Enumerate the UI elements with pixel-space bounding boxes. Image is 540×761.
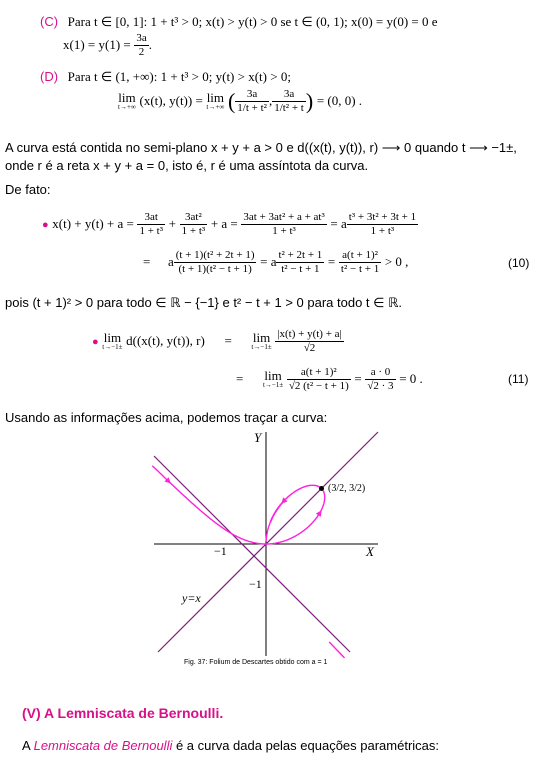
item-c-line2-prefix: x(1) = y(1) = xyxy=(63,36,131,52)
eq10-f7 xyxy=(339,249,381,276)
eq11-f2 xyxy=(287,366,351,393)
intro-suffix: é a curva dada pelas equações paramétricas: xyxy=(175,738,440,753)
eq10-number: (10) xyxy=(508,256,530,270)
lim-operator-2 xyxy=(206,92,224,111)
point-marker xyxy=(319,486,324,491)
asymptote-line xyxy=(154,456,350,652)
x-axis-label: X xyxy=(366,544,374,559)
eq11-f3d: √2 · 3 xyxy=(367,380,394,392)
eq11-f3 xyxy=(365,366,395,393)
lim-sub-2: t→+∞ xyxy=(206,103,225,111)
row2-eq: = xyxy=(143,253,151,269)
frac-num: 3a xyxy=(136,32,147,44)
eq10-f2 xyxy=(180,211,208,238)
eq11-lim-text: lim xyxy=(103,330,122,345)
eq11-lhs: d((x(t), y(t)), r) xyxy=(126,332,205,348)
eq11-row1 xyxy=(92,328,344,355)
eq11-lim-sub-3: t→−1± xyxy=(262,381,284,389)
intro-term[interactable]: Lemniscata de Bernoulli xyxy=(33,738,173,753)
eq11-lim-text-2: lim xyxy=(252,330,271,345)
eq11-f1n: |x(t) + y(t) + a| xyxy=(277,328,342,340)
lim-text: lim xyxy=(118,90,136,105)
item-d-label: (D) xyxy=(40,69,59,84)
eq10-f1 xyxy=(137,211,165,238)
section-intro xyxy=(22,738,439,753)
plus-a: + a = xyxy=(210,215,238,231)
item-c-line1: Para t ∈ [0, 1]: 1 + t³ > 0; x(t) > y(t) > 0 se t ∈ (0, 1); x(0) = y(0) = 0 e xyxy=(67,14,438,29)
eq10-row1 xyxy=(42,211,418,238)
eq11-lim-sub-2: t→−1± xyxy=(251,343,272,351)
eq11-eq3: = xyxy=(354,370,362,386)
f2d: 1 + t³ xyxy=(181,225,206,237)
tuple-num2: 3a xyxy=(272,88,306,102)
lim-sub: t→+∞ xyxy=(118,103,136,111)
f5d: (t + 1)(t² − t + 1) xyxy=(178,263,252,275)
f4n: t³ + 3t² + 3t + 1 xyxy=(348,211,417,223)
item-c-label: (C) xyxy=(40,14,59,29)
frac-den: 2 xyxy=(138,46,145,58)
eq11-eq1: = xyxy=(224,332,232,348)
row2-end: > 0 , xyxy=(384,253,409,269)
folium-figure xyxy=(150,428,382,660)
eq11-lim-2 xyxy=(251,332,271,351)
row2-eq3: = xyxy=(327,253,336,269)
figure-caption: Fig. 37: Folium de Descartes obtido com a = 1 xyxy=(184,659,328,666)
section-title: (V) A Lemniscata de Bernoulli. xyxy=(22,705,224,721)
eq10-lhs: x(t) + y(t) + a = xyxy=(52,215,134,231)
eq10-row2 xyxy=(143,249,408,276)
lim-expr: (x(t), y(t)) = xyxy=(139,92,203,108)
row2-a: a xyxy=(167,253,174,269)
eq10-f4 xyxy=(347,211,418,238)
f7d: t² − t + 1 xyxy=(340,263,380,275)
item-c-fraction xyxy=(134,32,148,59)
f7n: a(t + 1)² xyxy=(339,249,381,263)
intro-prefix: A xyxy=(22,738,30,753)
lim-result: = (0, 0) . xyxy=(316,92,363,108)
tuple-den1: 1/t + t² xyxy=(237,102,267,114)
row2-eq2: = a xyxy=(260,253,277,269)
item-c-line2 xyxy=(63,32,152,59)
de-fato: De fato: xyxy=(5,182,51,197)
item-d xyxy=(40,69,291,85)
f5n: (t + 1)(t² + 2t + 1) xyxy=(175,249,255,261)
item-c xyxy=(40,14,438,30)
eq10-f6 xyxy=(276,249,324,276)
para2: pois (t + 1)² > 0 para todo ∈ ℝ − {−1} e t² − t + 1 > 0 para todo t ∈ ℝ. xyxy=(5,295,402,310)
eq11-f1 xyxy=(275,328,343,355)
eq11-row2 xyxy=(236,366,423,393)
line-label: y=x xyxy=(182,591,201,605)
tuple-num1: 3a xyxy=(235,88,269,102)
eq11-eq2: = xyxy=(236,370,244,386)
eq11-f2d: √2 (t² − t + 1) xyxy=(288,380,349,392)
eq11-f1d: √2 xyxy=(303,342,316,354)
eq10-f5 xyxy=(174,249,257,276)
eq11-lim-text-3: lim xyxy=(264,368,282,383)
comma: , xyxy=(268,92,273,108)
f2n: 3at² xyxy=(180,211,208,225)
item-c-line2-suffix: . xyxy=(148,36,152,52)
eq11-lim-3 xyxy=(263,370,283,389)
eq11-end: = 0 . xyxy=(399,370,423,386)
y-tick-label: −1 xyxy=(249,577,262,591)
point-label: (3/2, 3/2) xyxy=(328,483,366,494)
eq11-lim xyxy=(102,332,122,351)
bullet-icon: ● xyxy=(92,335,99,348)
tuple-den2: 1/t² + t xyxy=(274,102,304,114)
para1-line2: onde r é a reta x + y + a = 0, isto é, r é uma assíntota da curva. xyxy=(5,158,369,173)
bullet-icon: ● xyxy=(42,218,49,231)
f3d: 1 + t³ xyxy=(272,225,296,237)
item-d-line1: Para t ∈ (1, +∞): 1 + t³ > 0; y(t) > x(t) > 0; xyxy=(67,69,291,84)
diagonal-line-y-equals-x xyxy=(158,432,378,652)
eq11-f3n: a · 0 xyxy=(365,366,395,380)
lim-text-2: lim xyxy=(206,90,225,105)
x-tick-label: −1 xyxy=(214,544,227,558)
eq-a: = a xyxy=(330,215,347,231)
eq11-number: (11) xyxy=(508,372,529,386)
f6d: t² − t + 1 xyxy=(281,263,320,275)
f1d: 1 + t³ xyxy=(139,225,164,237)
f6n: t² + 2t + 1 xyxy=(278,249,323,261)
tuple-frac-1 xyxy=(235,88,269,115)
tuple-frac-2 xyxy=(272,88,306,115)
eq11-lim-sub: t→−1± xyxy=(102,343,123,351)
f3n: 3at + 3at² + a + at³ xyxy=(243,211,325,223)
f4d: 1 + t³ xyxy=(370,225,395,237)
paren-open: ( xyxy=(227,88,236,114)
eq11-f2n: a(t + 1)² xyxy=(287,366,351,380)
lim-operator xyxy=(118,92,136,111)
plus: + xyxy=(168,215,176,231)
para1-line1: A curva está contida no semi-plano x + y + a > 0 e d((x(t), y(t)), r) ⟶ 0 quando t ⟶ −1±, xyxy=(5,140,517,155)
y-axis-label: Y xyxy=(254,430,262,445)
eq10-f3 xyxy=(241,211,326,238)
item-d-limit xyxy=(118,88,362,115)
f1n: 3at xyxy=(137,211,165,225)
paren-close: ) xyxy=(305,88,314,114)
para3: Usando as informações acima, podemos traçar a curva: xyxy=(5,410,328,425)
